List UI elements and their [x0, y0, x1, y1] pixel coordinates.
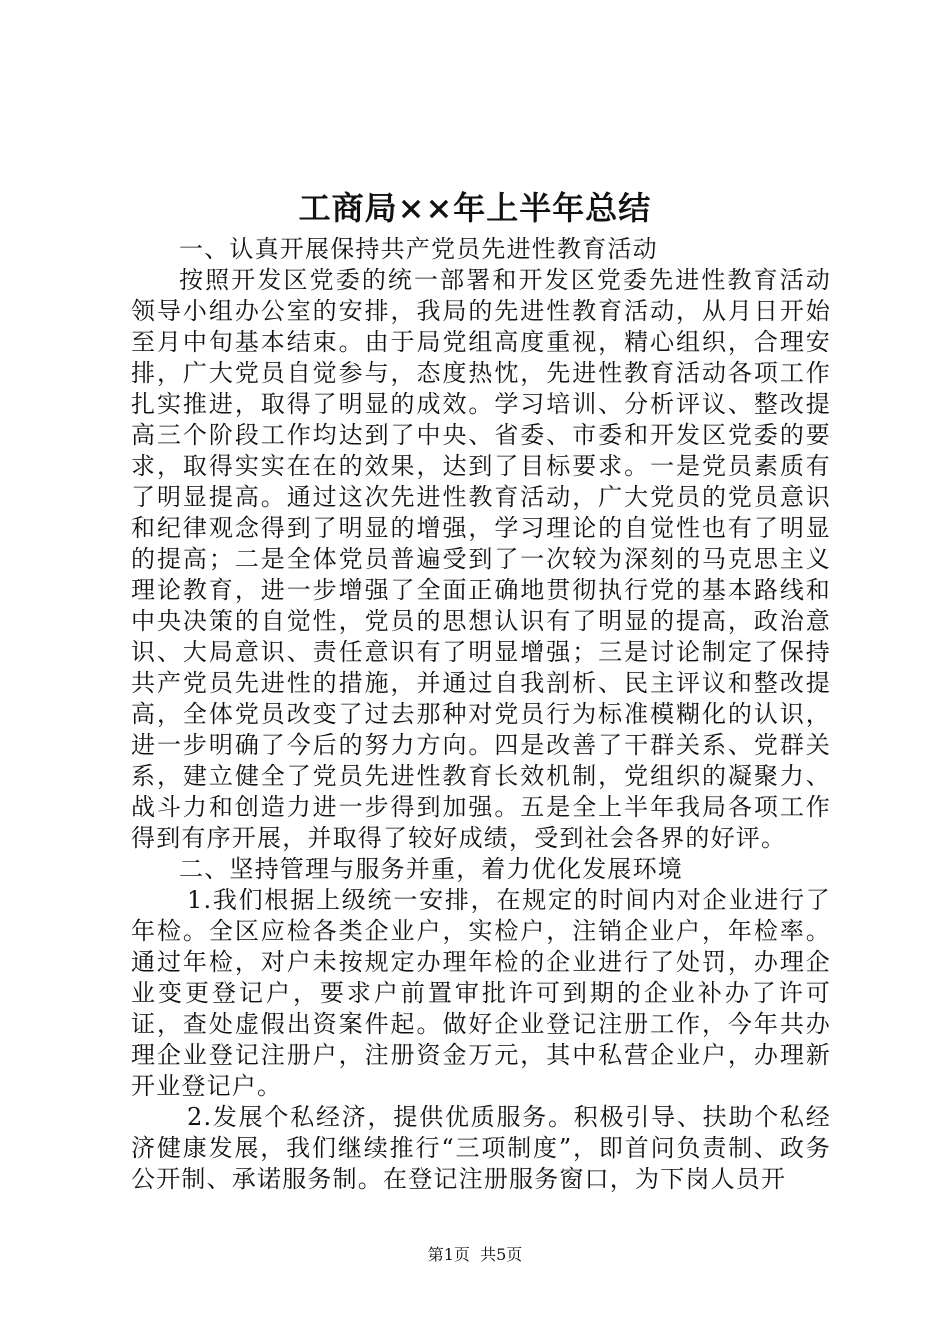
page-footer — [0, 1244, 950, 1266]
section-2-paragraph-2: 2.发展个私经济，提供优质服务。积极引导、扶助个私经济健康发展，我们继续推行“三项制度”，即首问负责制、政务公开制、承诺服务制。在登记注册服务窗口，为下岗人员开 — [131, 1103, 831, 1193]
document-title: 工商局××年上半年总结 — [298, 189, 652, 227]
section-2-paragraph-1: 1.我们根据上级统一安排，在规定的时间内对企业进行了年检。全区应检各类企业户，实检户，注销企业户，年检率。通过年检，对户未按规定办理年检的企业进行了处罚，办理企业变更登记户，要求户前置审批许可到期的企业补办了许可证，查处虚假出资案件起。做好企业登记注册工作，今年共办理企业登记注册户，注册资金万元，其中私营企业户，办理新开业登记户。 — [131, 886, 831, 1100]
document-body — [131, 234, 831, 1195]
footer-gap — [470, 1245, 480, 1264]
section-heading-2: 二、坚持管理与服务并重，着力优化发展环境 — [179, 855, 683, 883]
page-number: 第1页 — [427, 1245, 470, 1264]
page-total: 共5页 — [480, 1245, 523, 1264]
section-heading-1: 一、认真开展保持共产党员先进性教育活动 — [179, 235, 658, 263]
section-1-paragraph-1: 按照开发区党委的统一部署和开发区党委先进性教育活动领导小组办公室的安排，我局的先进性教育活动，从月日开始至月中旬基本结束。由于局党组高度重视，精心组织，合理安排，广大党员自觉参与，态度热忱，先进性教育活动各项工作扎实推进，取得了明显的成效。学习培训、分析评议、整改提高三个阶段工作均达到了中央、省委、市委和开发区党委的要求，取得实实在在的效果，达到了目标要求。一是党员素质有了明显提高。通过这次先进性教育活动，广大党员的党员意识和纪律观念得到了明显的增强，学习理论的自觉性也有了明显的提高；二是全体党员普遍受到了一次较为深刻的马克思主义理论教育，进一步增强了全面正确地贯彻执行党的基本路线和中央决策的自觉性，党员的思想认识有了明显的提高，政治意识、大局意识、责任意识有了明显增强；三是讨论制定了保持共产党员先进性的措施，并通过自我剖析、民主评议和整改提高，全体党员改变了过去那种对党员行为标准模糊化的认识，进一步明确了今后的努力方向。四是改善了干群关系、党群关系，建立健全了党员先进性教育长效机制，党组织的凝聚力、战斗力和创造力进一步得到加强。五是全上半年我局各项工作得到有序开展，并取得了较好成绩，受到社会各界的好评。 — [131, 266, 831, 852]
